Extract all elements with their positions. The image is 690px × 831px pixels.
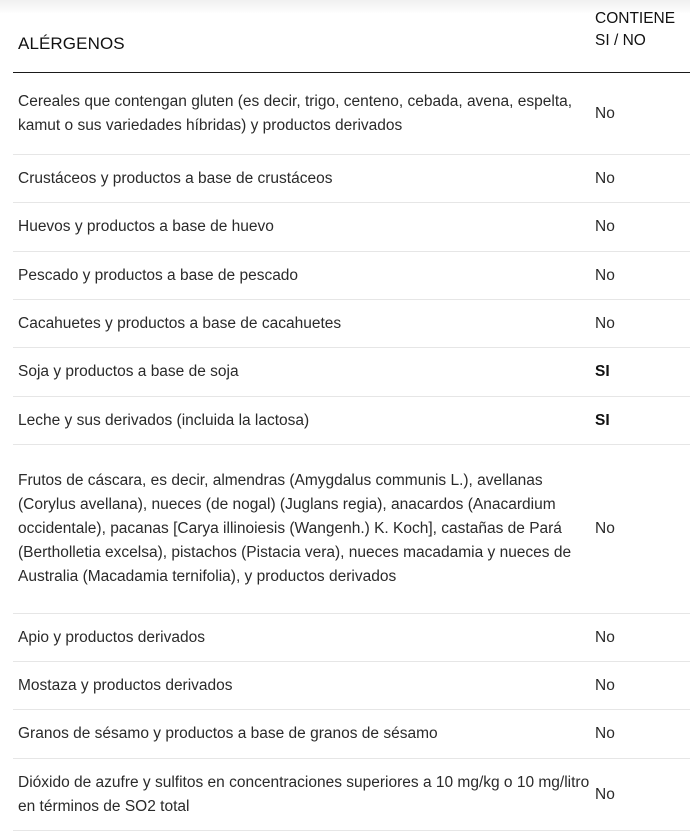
allergen-table (13, 0, 690, 831)
contains-value: SI (595, 411, 610, 429)
allergen-name: Cacahuetes y productos a base de cacahuetes (18, 314, 342, 332)
table-row (13, 710, 690, 759)
table-row (13, 348, 690, 397)
table-row (13, 759, 690, 831)
table-row (13, 252, 690, 300)
allergen-name: Huevos y productos a base de huevo (18, 218, 274, 235)
allergen-name: Apio y productos derivados (18, 628, 205, 646)
allergens-column-header: ALÉRGENOS (18, 34, 125, 53)
allergen-name: Frutos de cáscara, es decir, almendras (Amygdalus communis L.), avellanas (Corylus avellana), nueces (de nogal) (Juglans regia), anacardos (Anacardium occidentale), pacanas [Carya illinoiesis (Wangenh.) K. Koch], castañas de Pará (Bertholletia excelsa), pistachos (Pistacia vera), nueces macadamia y nueces de Australia (Macadamia ternifolia), y productos derivados (18, 472, 572, 585)
allergen-name: Granos de sésamo y productos a base de granos de sésamo (18, 725, 438, 742)
allergen-name: Mostaza y productos derivados (18, 676, 233, 694)
contains-value: SI (595, 363, 610, 380)
table-header (13, 0, 690, 73)
contains-value: No (595, 520, 615, 537)
contains-value: No (595, 169, 615, 187)
contains-value: No (595, 218, 615, 235)
allergen-name: Cereales que contengan gluten (es decir, trigo, centeno, cebada, avena, espelta, kamut o sus variedades híbridas) y productos derivados (18, 92, 573, 134)
contains-value: No (595, 266, 615, 284)
contains-value: No (595, 725, 615, 742)
allergen-name: Dióxido de azufre y sulfitos en concentraciones superiores a 10 mg/kg o 10 mg/litro en términos de SO2 total (18, 773, 590, 815)
table-row (13, 300, 690, 348)
contains-column-header (595, 8, 690, 52)
table-row (13, 662, 690, 710)
table-row (13, 73, 690, 155)
contains-value: No (595, 314, 615, 332)
allergen-name: Pescado y productos a base de pescado (18, 266, 299, 284)
table-row (13, 397, 690, 445)
contains-value: No (595, 104, 615, 122)
allergen-name: Leche y sus derivados (incluida la lactosa) (18, 411, 310, 429)
allergen-name: Soja y productos a base de soja (18, 363, 239, 380)
contains-value: No (595, 785, 615, 803)
table-row (13, 445, 690, 614)
contains-header-line1: CONTIENE (595, 10, 676, 27)
table-row (13, 203, 690, 252)
table-row (13, 614, 690, 662)
contains-value: No (595, 676, 615, 694)
contains-header-line2: SI / NO (595, 32, 646, 49)
contains-value: No (595, 628, 615, 646)
allergen-name: Crustáceos y productos a base de crustáceos (18, 169, 333, 187)
table-row (13, 155, 690, 203)
